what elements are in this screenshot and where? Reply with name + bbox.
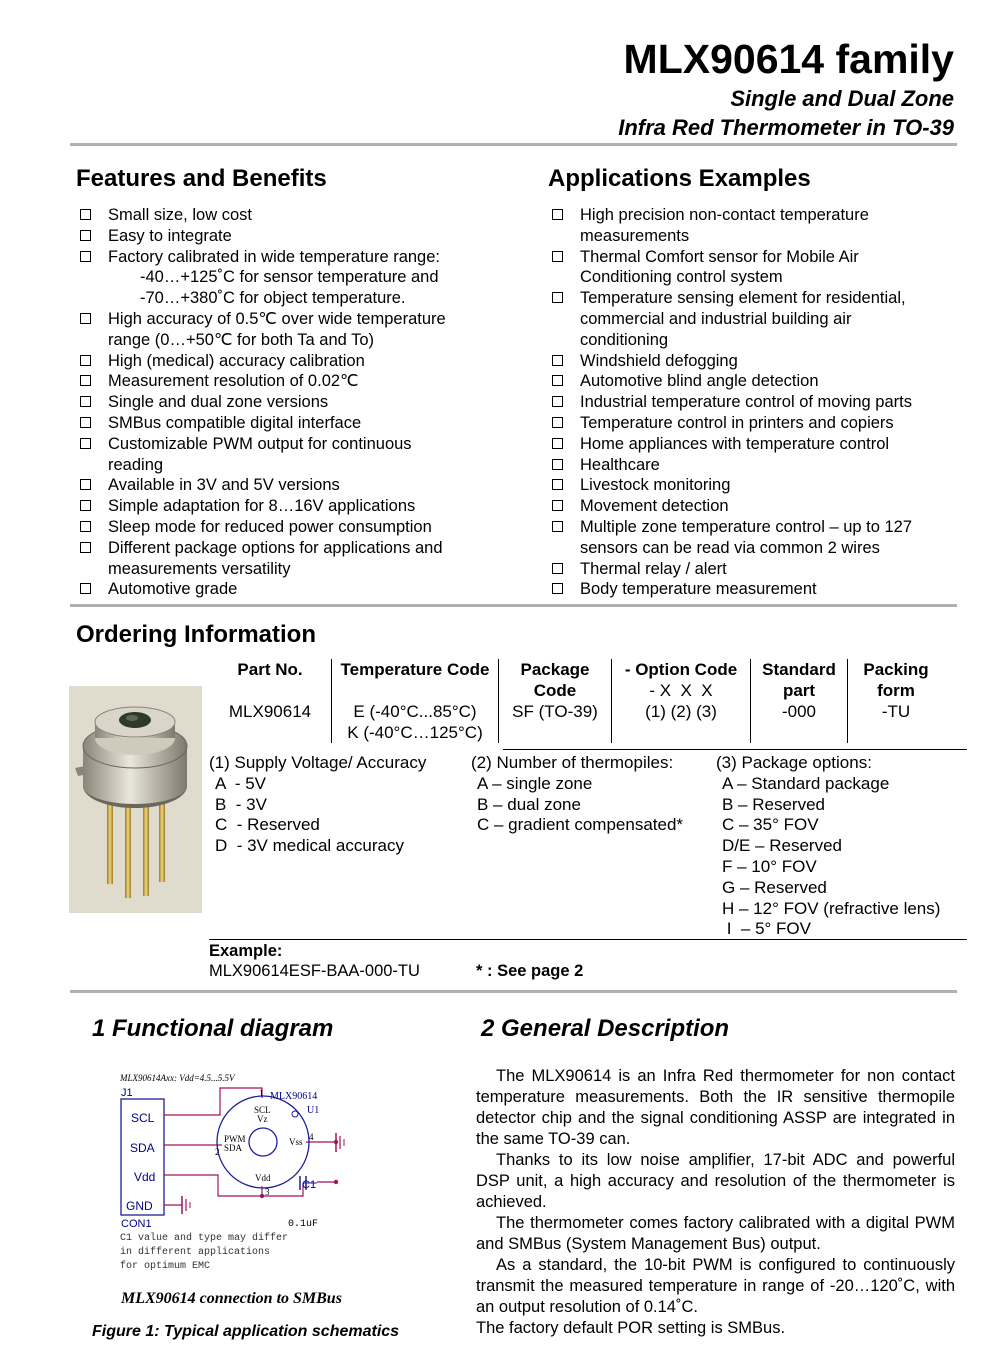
list-item — [548, 496, 968, 517]
option-item: I – 5° FOV — [722, 919, 811, 939]
list-item-text: measurements versatility — [108, 559, 291, 578]
checkbox-bullet-icon — [80, 396, 91, 407]
checkbox-bullet-icon — [80, 500, 91, 511]
description-paragraph: As a standard, the 10-bit PWM is configured to continuously transmit the measured temperature in range of -20…120˚C, with an output resolution of 0.14˚C. — [476, 1256, 955, 1316]
header-package-code: Package Code — [499, 659, 612, 701]
list-item — [76, 351, 506, 372]
schematic-note-2: in different applications — [120, 1247, 271, 1258]
ordering-table-row — [209, 701, 944, 743]
checkbox-bullet-icon — [80, 355, 91, 366]
list-item-text: Thermal Comfort sensor for Mobile Air — [580, 247, 859, 266]
general-heading: 2 General Description — [481, 1015, 730, 1042]
product-photo — [69, 686, 202, 913]
pin-number-2: 2 — [215, 1147, 220, 1157]
header-packing-form: Packing form — [863, 660, 929, 700]
schematic-note-3: for optimum EMC — [120, 1261, 211, 1272]
features-list — [76, 205, 506, 600]
list-item — [76, 538, 506, 580]
description-paragraph: The MLX90614 is an Infra Red thermometer for non contact temperature measurements. Both the IR sensitive thermopile detector chip and the signal conditioning ASSP are integrated in the same TO-39 can. — [476, 1067, 955, 1148]
figure-caption: Figure 1: Typical application schematics — [92, 1323, 400, 1340]
checkbox-bullet-icon — [80, 438, 91, 449]
description-paragraph: The factory default POR setting is SMBus. — [476, 1319, 786, 1337]
list-item-text: Automotive grade — [108, 580, 238, 599]
list-item-text: range (0…+50℃ for both Ta and To) — [108, 330, 375, 349]
chip-vss: Vss — [289, 1137, 303, 1147]
ordering-table-rule — [503, 749, 967, 750]
chip-vdd: Vdd — [255, 1173, 271, 1183]
chip-window — [249, 1128, 277, 1156]
checkbox-bullet-icon — [80, 375, 91, 386]
general-description — [476, 1066, 955, 1339]
list-item-text: Measurement resolution of 0.02℃ — [108, 372, 359, 391]
ordering-table — [209, 659, 944, 743]
to39-sensor-image — [69, 686, 202, 913]
list-item-text: Movement detection — [580, 497, 729, 516]
chip-u1: U1 — [307, 1105, 320, 1116]
header-part-no: Part No. — [209, 659, 332, 701]
pin-number-4: 4 — [309, 1132, 314, 1142]
example-value: MLX90614ESF-BAA-000-TU — [209, 962, 420, 980]
checkbox-bullet-icon — [80, 209, 91, 220]
list-item-text: Temperature sensing element for residential, — [580, 289, 906, 308]
checkbox-bullet-icon — [552, 438, 563, 449]
checkbox-bullet-icon — [80, 230, 91, 241]
option-item: A – Standard package — [722, 773, 890, 793]
pin-vdd: Vdd — [134, 1170, 156, 1184]
list-item — [76, 205, 506, 226]
checkbox-bullet-icon — [552, 209, 563, 220]
option-item: H – 12° FOV (refractive lens) — [722, 898, 941, 918]
option-item: C – 35° FOV — [722, 815, 819, 835]
checkbox-bullet-icon — [552, 292, 563, 303]
list-item-text: Easy to integrate — [108, 226, 232, 245]
checkbox-bullet-icon — [552, 500, 563, 511]
pin-gnd: GND — [126, 1199, 153, 1213]
option-item: A – single zone — [477, 773, 593, 793]
chip-scl: SCL — [254, 1105, 271, 1115]
pin-scl: SCL — [131, 1111, 155, 1125]
cell-packing-form: -TU — [881, 702, 911, 721]
checkbox-bullet-icon — [80, 313, 91, 324]
page-title: MLX90614 family — [623, 36, 954, 82]
chip-name: MLX90614 — [270, 1091, 318, 1102]
option-item: D - 3V medical accuracy — [215, 836, 404, 856]
features-rule — [70, 604, 957, 607]
ordering-table-header — [209, 659, 944, 701]
list-item-text: sensors can be read via common 2 wires — [580, 538, 880, 557]
list-item-text: Windshield defogging — [580, 351, 738, 370]
list-item — [548, 455, 968, 476]
list-item-text: conditioning — [580, 330, 669, 349]
list-item-text: High (medical) accuracy calibration — [108, 351, 365, 370]
list-item-text: Body temperature measurement — [580, 580, 817, 599]
list-item — [548, 517, 968, 559]
list-item — [548, 247, 968, 289]
list-item-text: Home appliances with temperature control — [580, 434, 890, 453]
header-temperature-code: Temperature Code — [332, 659, 499, 701]
cell-option-numbers: (1) (2) (3) — [612, 701, 751, 743]
list-item-subtext: -40…+125˚C for sensor temperature and — [140, 268, 439, 287]
checkbox-bullet-icon — [80, 521, 91, 532]
option-item: A - 5V — [215, 773, 267, 793]
checkbox-bullet-icon — [552, 355, 563, 366]
option-item: C – gradient compensated* — [477, 815, 684, 835]
checkbox-bullet-icon — [552, 479, 563, 490]
list-item — [548, 434, 968, 455]
list-item-text: Simple adaptation for 8…16V applications — [108, 497, 416, 516]
list-item — [76, 413, 506, 434]
description-paragraph: The thermometer comes factory calibrated with a digital PWM and SMBus (System Management Bus) output. — [476, 1214, 955, 1253]
checkbox-bullet-icon — [552, 417, 563, 428]
list-item — [76, 475, 506, 496]
list-item-text: Automotive blind angle detection — [580, 372, 819, 391]
list-item — [548, 288, 968, 350]
list-item — [548, 392, 968, 413]
option-item: B – Reserved — [722, 794, 825, 814]
checkbox-bullet-icon — [552, 459, 563, 470]
checkbox-bullet-icon — [552, 396, 563, 407]
checkbox-bullet-icon — [80, 583, 91, 594]
features-heading: Features and Benefits — [76, 165, 327, 192]
list-item — [76, 517, 506, 538]
list-item — [548, 371, 968, 392]
header-standard-part: Standard part — [751, 659, 848, 701]
list-item — [76, 496, 506, 517]
list-item-text: High precision non-contact temperature — [580, 206, 869, 224]
applications-heading: Applications Examples — [548, 165, 811, 192]
list-item-text: Healthcare — [580, 455, 660, 474]
chip-vz: Vz — [257, 1114, 268, 1124]
schematic-con1: CON1 — [121, 1218, 152, 1230]
cell-package-code: SF (TO-39) — [499, 701, 612, 743]
list-item — [548, 559, 968, 580]
checkbox-bullet-icon — [80, 542, 91, 553]
list-item-text: SMBus compatible digital interface — [108, 413, 362, 432]
list-item-text: Industrial temperature control of moving parts — [580, 393, 912, 412]
schematic-top-label: MLX90614Axx: Vdd=4.5...5.5V — [120, 1073, 235, 1083]
checkbox-bullet-icon — [552, 563, 563, 574]
checkbox-bullet-icon — [80, 417, 91, 428]
cap-label: C1 — [302, 1179, 317, 1191]
list-item — [76, 371, 506, 392]
list-item-text: Available in 3V and 5V versions — [108, 476, 340, 495]
list-item-text: Thermal relay / alert — [580, 559, 727, 578]
list-item — [548, 475, 968, 496]
option-item: G – Reserved — [722, 877, 827, 897]
option-item: F – 10° FOV — [722, 856, 817, 876]
list-item — [548, 579, 968, 600]
checkbox-bullet-icon — [552, 583, 563, 594]
list-item-text: Factory calibrated in wide temperature range: — [108, 247, 440, 266]
functional-heading: 1 Functional diagram — [92, 1015, 334, 1042]
checkbox-bullet-icon — [552, 375, 563, 386]
pin-sda: SDA — [130, 1141, 155, 1155]
option-item: B – dual zone — [477, 794, 581, 814]
list-item-text: measurements — [580, 226, 690, 245]
header-option-code: - Option Code - X X X — [612, 659, 751, 701]
list-item-subtext: -70…+380˚C for object temperature. — [140, 289, 406, 308]
list-item — [548, 351, 968, 372]
list-item — [548, 413, 968, 434]
cell-part-no: MLX90614 — [209, 701, 332, 743]
ordering-rule — [70, 990, 957, 993]
option-item: B - 3V — [215, 794, 267, 814]
option-thermopiles: (2) Number of thermopiles: A – single zone B – dual zone C – gradient compensated* — [471, 753, 684, 835]
option-supply-voltage: (1) Supply Voltage/ Accuracy A - 5V B - 3V C - Reserved D - 3V medical accuracy — [209, 753, 427, 856]
option-item: D/E – Reserved — [722, 836, 842, 856]
page-subtitle-2: Infra Red Thermometer in TO-39 — [618, 115, 954, 140]
checkbox-bullet-icon — [80, 479, 91, 490]
list-item-text: Customizable PWM output for continuous — [108, 434, 412, 453]
schematic-caption: MLX90614 connection to SMBus — [121, 1290, 342, 1307]
cell-temperature-code: E (-40°C...85°C) K (-40°C…125°C) — [332, 701, 499, 743]
chip-sda: SDA — [224, 1143, 243, 1153]
cell-standard-part: -000 — [751, 701, 848, 743]
list-item — [76, 579, 506, 600]
option-code-pattern: - X X X — [649, 681, 713, 700]
pin-number-1: 1 — [259, 1088, 264, 1098]
schematic-note-1: C1 value and type may differ — [120, 1233, 289, 1244]
list-item-text: Different package options for applications and — [108, 538, 443, 557]
schematic-j1: J1 — [121, 1087, 133, 1099]
list-item-text: Conditioning control system — [580, 268, 783, 287]
list-item — [76, 226, 506, 247]
list-item-text: High accuracy of 0.5℃ over wide temperature — [108, 309, 446, 328]
description-paragraph: Thanks to its low noise amplifier, 17-bit ADC and powerful DSP unit, a high accuracy and resolution of the thermometer is achieved. — [476, 1151, 955, 1211]
list-item — [76, 392, 506, 413]
option-item: C - Reserved — [215, 815, 320, 835]
list-item — [76, 309, 506, 351]
applications-list — [548, 205, 968, 600]
list-item-text: Multiple zone temperature control – up to 127 — [580, 517, 913, 536]
ordering-heading: Ordering Information — [76, 621, 316, 648]
header-rule — [70, 143, 957, 146]
option-package: (3) Package options: A – Standard package B – Reserved C – 35° FOV D/E – Reserved F – 10° FOV G – Reserved H – 12° FOV (refractive lens) I – 5° FOV — [716, 753, 941, 939]
list-item — [76, 434, 506, 476]
checkbox-bullet-icon — [552, 521, 563, 532]
list-item — [76, 247, 506, 309]
list-item-text: Livestock monitoring — [580, 476, 731, 495]
checkbox-bullet-icon — [80, 251, 91, 262]
example-note: * : See page 2 — [476, 962, 584, 980]
smbus-schematic — [112, 1068, 372, 1283]
list-item — [548, 205, 968, 247]
list-item-text: Small size, low cost — [108, 206, 252, 224]
list-item-text: commercial and industrial building air — [580, 309, 852, 328]
list-item-text: Single and dual zone versions — [108, 393, 329, 412]
cap-value: 0.1uF — [288, 1219, 319, 1230]
example-label: Example: — [209, 942, 283, 960]
pin-number-3: 3 — [265, 1187, 270, 1197]
checkbox-bullet-icon — [552, 251, 563, 262]
page-subtitle-1: Single and Dual Zone — [730, 86, 954, 111]
list-item-text: Temperature control in printers and copiers — [580, 413, 894, 432]
list-item-text: Sleep mode for reduced power consumption — [108, 517, 432, 536]
list-item-text: reading — [108, 455, 164, 474]
chip-pwm: PWM — [224, 1134, 246, 1144]
example-rule — [209, 939, 967, 940]
